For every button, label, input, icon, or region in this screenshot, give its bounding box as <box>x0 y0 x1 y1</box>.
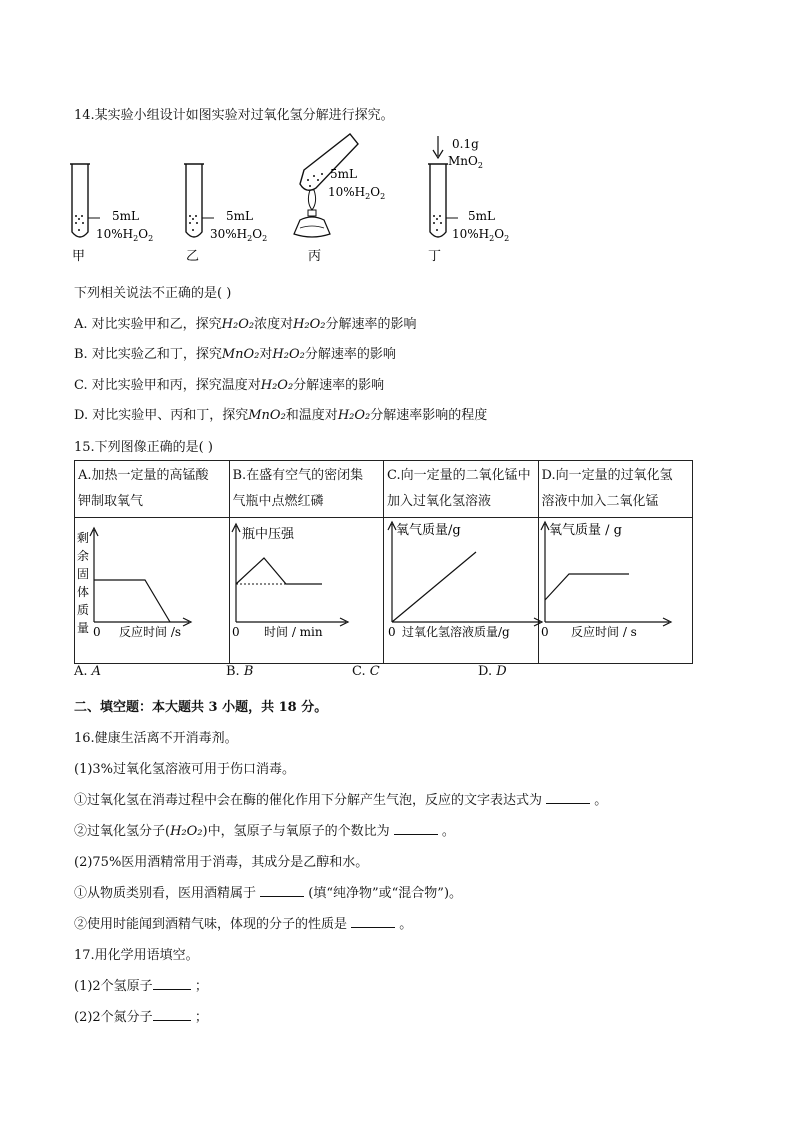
q14-question: 下列相关说法不正确的是( ) <box>74 286 232 301</box>
q16-part1: (1)3%过氧化氢溶液可用于伤口消毒。 <box>74 762 296 777</box>
svg-text:氧气质量 / g: 氧气质量 / g <box>548 523 622 538</box>
answer-blank[interactable] <box>153 977 191 990</box>
svg-text:反应时间 / s: 反应时间 / s <box>570 625 637 639</box>
svg-text:0: 0 <box>93 625 101 639</box>
svg-text:MnO2: MnO$_2$ <box>448 154 483 170</box>
q17-part1: (1)2个氢原子 ； <box>74 979 208 994</box>
q14-option-a[interactable]: A. 对比实验甲和乙，探究H₂O₂浓度对H₂O₂分解速率的影响 <box>74 317 417 332</box>
q16-part2: (2)75%医用酒精常用于消毒，其成分是乙醇和水。 <box>74 855 369 870</box>
q15-graph-c <box>384 518 539 664</box>
svg-text:固: 固 <box>77 567 90 581</box>
q15-header-c: C.向一定量的二氧化锰中 加入过氧化氢溶液 <box>384 461 539 518</box>
tube-jia <box>70 164 153 264</box>
q15-stem: 15.下列图像正确的是( ) <box>74 440 213 455</box>
tube-ding-label: 丁 <box>428 249 442 264</box>
q16-part2b: ②使用时能闻到酒精气味，体现的分子的性质是 。 <box>74 917 413 932</box>
svg-text:0: 0 <box>540 625 549 639</box>
q15-choice-d[interactable]: D. D <box>478 664 507 679</box>
q16-part1a: ①过氧化氢在消毒过程中会在酶的催化作用下分解产生气泡，反应的文字表达式为 。 <box>74 793 608 808</box>
q15-graph-a <box>75 518 230 664</box>
q16-part2a: ①从物质类别看，医用酒精属于 (填“纯净物”或“混合物”)。 <box>74 886 463 901</box>
q15-choice-b[interactable]: B. B <box>226 664 254 679</box>
q15-table <box>74 460 693 664</box>
svg-text:质: 质 <box>77 603 90 617</box>
tube-jia-vol: 5mL <box>112 209 139 223</box>
svg-text:10%H2O2: $10\%H_2O_2$ <box>96 227 154 243</box>
svg-text:5mL: 5mL <box>330 167 357 181</box>
q15-header-a: A.加热一定量的高锰酸 钾制取氧气 <box>75 461 230 518</box>
svg-text:10%H2O2: $10\%H_2O_2$ <box>452 227 510 243</box>
q14-option-d[interactable]: D. 对比实验甲、丙和丁，探究MnO₂和温度对H₂O₂分解速率影响的程度 <box>74 408 488 423</box>
q14-option-c[interactable]: C. 对比实验甲和丙，探究温度对H₂O₂分解速率的影响 <box>74 378 385 393</box>
q16-stem: 16.健康生活离不开消毒剂。 <box>74 731 238 746</box>
section-heading: 二、填空题：本大题共 3 小题，共 18 分。 <box>74 700 328 715</box>
svg-text:30%H2O2: $30\%H_2O_2$ <box>210 227 268 243</box>
svg-text:5mL: 5mL <box>468 209 495 223</box>
answer-blank[interactable] <box>546 791 590 804</box>
answer-blank[interactable] <box>260 884 304 897</box>
q14-stem: 14.某实验小组设计如图实验对过氧化氢分解进行探究。 <box>74 108 394 123</box>
tube-ding <box>428 136 509 264</box>
q17-stem: 17.用化学用语填空。 <box>74 948 199 963</box>
answer-blank[interactable] <box>394 822 438 835</box>
tube-yi <box>184 164 267 264</box>
q15-header-b: B.在盛有空气的密闭集 气瓶中点燃红磷 <box>229 461 384 518</box>
svg-text:体: 体 <box>77 585 90 599</box>
svg-text:10%H2O2: $10\%H_2O_2$ <box>328 185 386 201</box>
svg-text:5mL: 5mL <box>226 209 253 223</box>
tube-bing <box>294 134 385 264</box>
svg-text:余: 余 <box>77 549 90 563</box>
q15-choice-c[interactable]: C. C <box>352 664 380 679</box>
q15-graph-b <box>229 518 384 664</box>
answer-blank[interactable] <box>153 1008 191 1021</box>
tube-bing-label: 丙 <box>308 249 322 264</box>
svg-text:瓶中压强: 瓶中压强 <box>241 527 294 542</box>
svg-text:反应时间 /s: 反应时间 /s <box>119 625 182 639</box>
svg-text:氧气质量/g: 氧气质量/g <box>396 523 461 538</box>
q14-apparatus <box>60 130 540 270</box>
svg-text:剩: 剩 <box>77 531 90 545</box>
svg-text:0.1g: 0.1g <box>452 137 479 151</box>
q14-option-b[interactable]: B. 对比实验乙和丁，探究MnO₂对H₂O₂分解速率的影响 <box>74 347 396 362</box>
tube-jia-label: 甲 <box>72 249 86 264</box>
svg-text:过氧化氢溶液质量/g: 过氧化氢溶液质量/g <box>402 625 510 639</box>
tube-yi-label: 乙 <box>186 249 200 264</box>
q15-header-d: D.向一定量的过氧化氢 溶液中加入二氧化锰 <box>538 461 693 518</box>
q15-graph-d <box>538 518 693 664</box>
svg-text:0: 0 <box>231 625 240 639</box>
svg-text:时间 / min: 时间 / min <box>263 625 323 639</box>
svg-text:0: 0 <box>388 625 396 639</box>
q17-part2: (2)2个氮分子 ； <box>74 1010 208 1025</box>
q16-part1b: ②过氧化氢分子(H₂O₂)中，氢原子与氧原子的个数比为 。 <box>74 824 455 839</box>
q15-choice-a[interactable]: A. A <box>74 664 102 679</box>
svg-text:量: 量 <box>77 621 90 635</box>
answer-blank[interactable] <box>351 915 395 928</box>
